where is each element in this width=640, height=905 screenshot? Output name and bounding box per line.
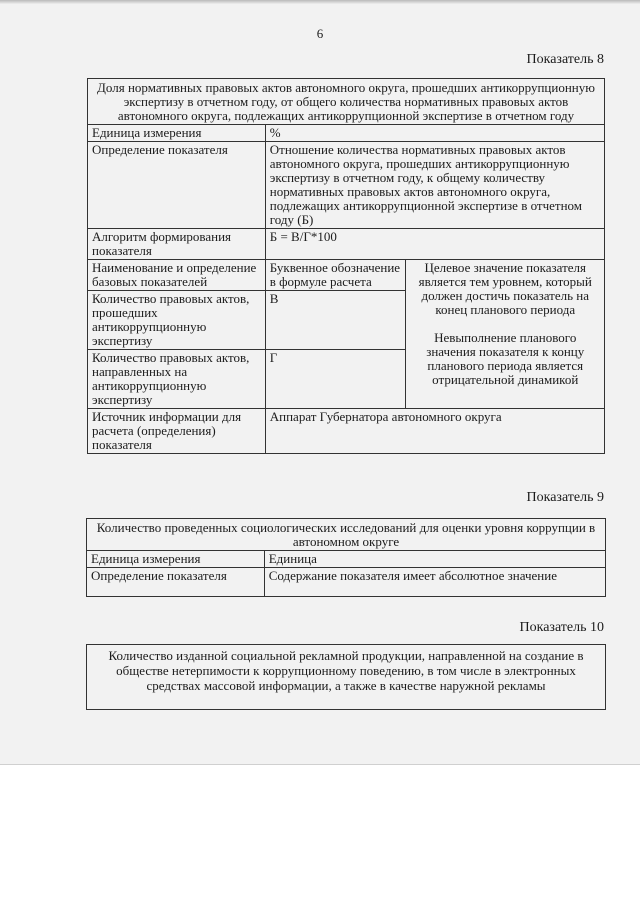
row-g-label: Количество правовых актов, направленных на антикоррупционную экспертизу (88, 350, 266, 409)
table-row (87, 519, 606, 551)
table-row (88, 142, 605, 229)
target-description (406, 260, 605, 409)
unit-label: Единица измерения (87, 551, 265, 568)
row-b-label: Количество правовых актов, прошедших антикоррупционную экспертизу (88, 291, 266, 350)
table-row (87, 551, 606, 568)
letter-header: Буквенное обозначение в формуле расчета (265, 260, 406, 291)
definition-value: Содержание показателя имеет абсолютное значение (264, 568, 605, 597)
unit-label: Единица измерения (88, 125, 266, 142)
page-number: 6 (316, 26, 324, 41)
definition-label: Определение показателя (88, 142, 266, 229)
source-label: Источник информации для расчета (определения) показателя (88, 409, 266, 454)
indicator-10-title: Количество изданной социальной рекламной продукции, направленной на создание в обществе нетерпимости к коррупционному поведению, в том числе в электронных средствах массовой информации, а также в качестве наружной рекламы (86, 644, 606, 710)
definition-value: Отношение количества нормативных правовых актов автономного округа, прошедших антикоррупционную экспертизу в отчетном году, к общему количеству нормативных правовых актов автономного округа, подлежащих антикоррупционной экспертизе в отчетном году (Б) (265, 142, 604, 229)
table-row (88, 409, 605, 454)
indicator-10-label: Показатель 10 (519, 620, 604, 635)
table-row (88, 79, 605, 125)
indicator-9-label: Показатель 9 (526, 490, 604, 505)
target-text-2: Невыполнение планового значения показателя к концу планового периода является отрицательной динамикой (426, 330, 585, 387)
algorithm-value: Б = В/Г*100 (265, 229, 604, 260)
source-value: Аппарат Губернатора автономного округа (265, 409, 604, 454)
table-row (88, 125, 605, 142)
indicator-8-title: Доля нормативных правовых актов автономного округа, прошедших антикоррупционную экспертизу в отчетном году, от общего количества нормативных правовых актов автономного округа, подлежащих антикоррупционной экспертизе в отчетном году (88, 79, 605, 125)
unit-value: % (265, 125, 604, 142)
indicator-8-table (87, 78, 605, 454)
table-row (87, 568, 606, 597)
table-row (88, 260, 605, 291)
indicator-8-label: Показатель 8 (526, 52, 604, 67)
algorithm-label: Алгоритм формирования показателя (88, 229, 266, 260)
unit-value: Единица (264, 551, 605, 568)
table-row (88, 229, 605, 260)
indicator-9-title: Количество проведенных социологических исследований для оценки уровня коррупции в автономном округе (87, 519, 606, 551)
scan-edge (0, 0, 640, 4)
definition-label: Определение показателя (87, 568, 265, 597)
target-text-1: Целевое значение показателя является тем уровнем, который должен достичь показатель на конец планового периода (418, 260, 592, 317)
row-g-letter: Г (265, 350, 406, 409)
base-names-label: Наименование и определение базовых показателей (88, 260, 266, 291)
row-b-letter: В (265, 291, 406, 350)
indicator-9-table (86, 518, 606, 597)
